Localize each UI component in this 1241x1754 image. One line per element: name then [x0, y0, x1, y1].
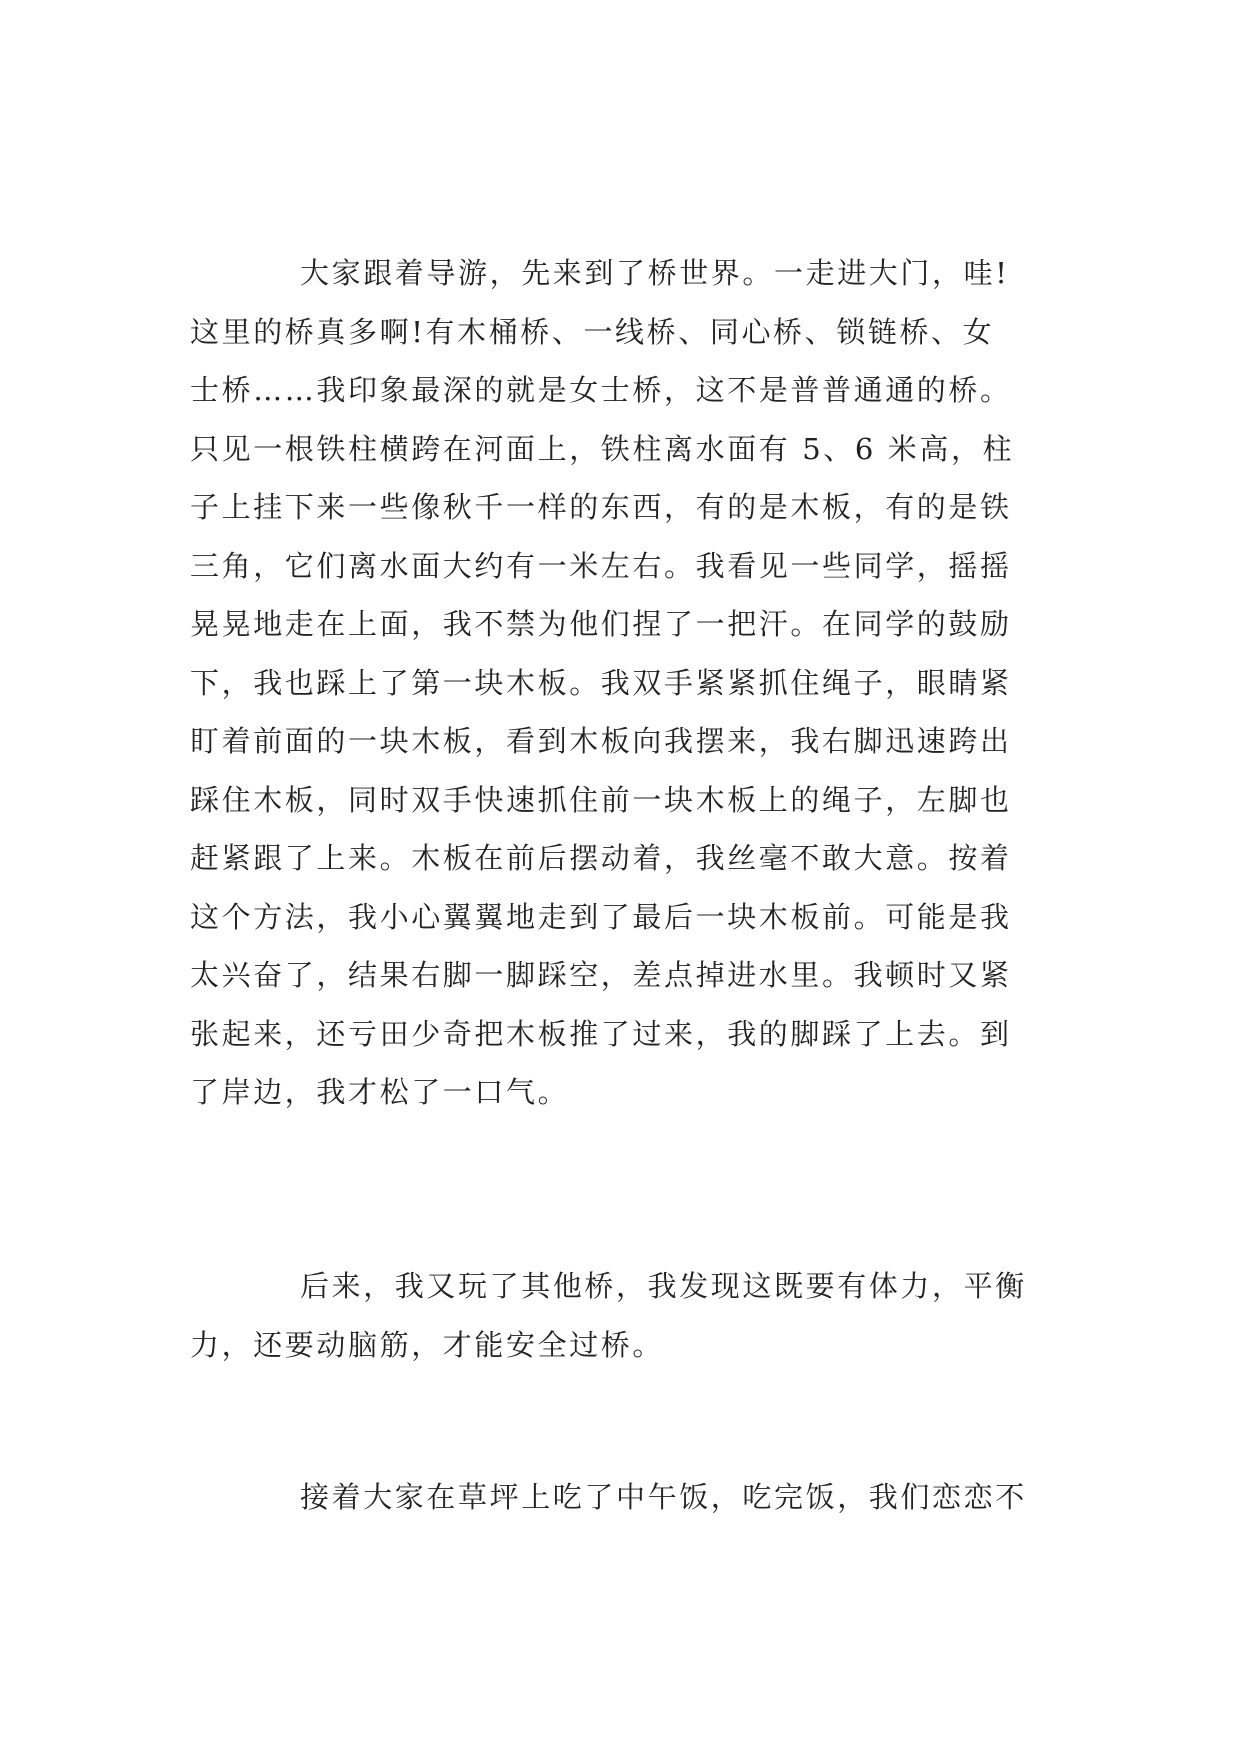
- paragraph-line: 赶紧跟了上来。木板在前后摆动着，我丝毫不敢大意。按着: [190, 841, 1012, 875]
- paragraph-bridge-world: [190, 244, 1060, 1122]
- paragraph-line: 张起来，还亏田少奇把木板推了过来，我的脚踩了上去。到: [190, 1016, 1012, 1051]
- paragraph-other-bridges: [190, 1257, 1060, 1374]
- paragraph-line: 踩住木板，同时双手快速抓住前一块木板上的绳子，左脚也: [190, 782, 1012, 817]
- paragraph-line: 这个方法，我小心翼翼地走到了最后一块木板前。可能是我: [190, 899, 1012, 934]
- paragraph-line: 只见一根铁柱横跨在河面上，铁柱离水面有 5、6 米高，柱: [190, 431, 1015, 466]
- paragraph-line: 力，还要动脑筋，才能安全过桥。: [190, 1327, 665, 1362]
- paragraph-line: 接着大家在草坪上吃了中午饭，吃完饭，我们恋恋不: [300, 1480, 1027, 1514]
- paragraph-line: 大家跟着导游，先来到了桥世界。一走进大门，哇!: [300, 256, 1010, 290]
- paragraph-line: 这里的桥真多啊!有木桶桥、一线桥、同心桥、锁链桥、女: [190, 314, 995, 349]
- paragraph-line: 后来，我又玩了其他桥，我发现这既要有体力，平衡: [300, 1269, 1027, 1303]
- paragraph-line: 子上挂下来一些像秋千一样的东西，有的是木板，有的是铁: [190, 490, 1012, 524]
- paragraph-line: 了岸边，我才松了一口气。: [190, 1075, 570, 1109]
- paragraph-line: 太兴奋了，结果右脚一脚踩空，差点掉进水里。我顿时又紧: [190, 958, 1012, 992]
- paragraph-line: 盯着前面的一块木板，看到木板向我摆来，我右脚迅速跨出: [190, 724, 1012, 758]
- paragraph-line: 晃晃地走在上面，我不禁为他们捏了一把汗。在同学的鼓励: [190, 607, 1012, 641]
- paragraph-lunch: [190, 1468, 1060, 1527]
- paragraph-line: 下，我也踩上了第一块木板。我双手紧紧抓住绳子，眼睛紧: [190, 665, 1012, 700]
- paragraph-line: 三角，它们离水面大约有一米左右。我看见一些同学，摇摇: [190, 548, 1012, 583]
- paragraph-line: 士桥……我印象最深的就是女士桥，这不是普普通通的桥。: [190, 373, 1012, 407]
